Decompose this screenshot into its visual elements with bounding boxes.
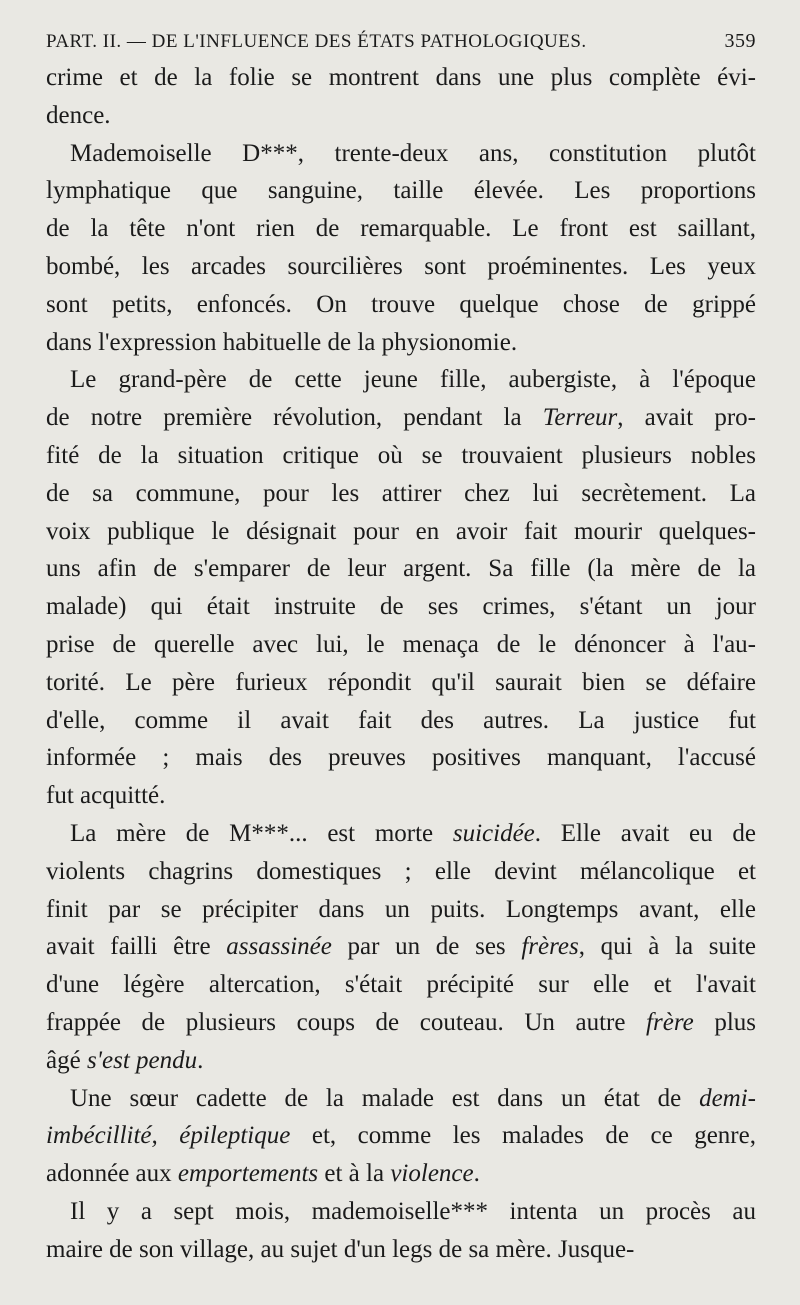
text-run: . [473,1160,480,1188]
text-line [46,853,756,891]
text-line [46,777,756,815]
paragraph [46,1080,756,1193]
text-run: de la tête n'ont rien de remarquable. Le front est saillant, [46,215,756,243]
text-run: informée ; mais des preuves positives manquant, l'accusé [46,744,756,772]
text-run: d'elle, comme il avait fait des autres. La justice fut [46,706,756,734]
italic-text: frère [646,1008,694,1036]
text-line [46,815,756,853]
text-line [46,286,756,324]
text-line [46,1155,756,1193]
text-line [46,59,756,97]
text-line [46,1193,756,1231]
italic-text: suicidée [452,819,535,847]
italic-text: imbécillité, épileptique [46,1122,291,1150]
text-run: voix publique le désignait pour en avoir fait mourir quelques- [46,517,756,545]
text-run: frappée de plusieurs coups de couteau. Un autre [46,1008,647,1036]
text-run: fité de la situation critique où se trouvaient plusieurs nobles [46,441,756,469]
text-run: malade) qui était instruite de ses crimes, s'étant un jour [46,593,756,621]
text-run: de notre première révolution, pendant la [46,404,543,432]
text-run: et, comme les malades de ce genre, [290,1122,756,1150]
italic-text: violence [390,1160,474,1188]
text-run: . Elle avait eu de [534,819,756,847]
text-run: lymphatique que sanguine, taille élevée. Les proportions [46,177,756,205]
body-text [46,59,756,1269]
text-run: âgé [46,1046,87,1074]
text-line [46,966,756,1004]
text-run: . [197,1046,204,1074]
text-run: d'une légère altercation, s'était précipité sur elle et l'avait [46,971,756,999]
text-run: , qui à la suite [578,933,756,961]
text-line [46,1080,756,1118]
text-line [46,1042,756,1080]
text-line [46,97,756,135]
text-line [46,172,756,210]
text-line [46,135,756,173]
text-line [46,1231,756,1269]
text-line [46,248,756,286]
paragraph [46,361,756,815]
text-run: de sa commune, pour les attirer chez lui secrètement. La [46,479,756,507]
text-line [46,1117,756,1155]
text-run: violents chagrins domestiques ; elle devint mélancolique et [46,857,756,885]
paragraph [46,59,756,135]
italic-text: emportements [177,1160,319,1188]
paragraph [46,815,756,1080]
italic-text: frères [521,933,579,961]
running-title: PART. II. — DE L'INFLUENCE DES ÉTATS PATHOLOGIQUES. [46,31,587,52]
text-line [46,928,756,966]
text-run: et à la [318,1160,391,1188]
text-line [46,702,756,740]
text-line [46,626,756,664]
italic-text: s'est pendu [86,1046,198,1074]
text-line [46,664,756,702]
text-run: maire de son village, au sujet d'un legs de sa mère. Jusque- [46,1235,635,1263]
text-line [46,437,756,475]
running-header [46,30,756,53]
text-line [46,588,756,626]
italic-text: assassinée [226,933,332,961]
italic-text: demi- [699,1084,756,1112]
text-run: prise de querelle avec lui, le menaça de le dénoncer à l'au- [46,630,756,658]
text-run: dence. [46,101,111,129]
text-run: Il y a sept mois, mademoiselle*** intenta un procès au [70,1197,756,1225]
text-line [46,475,756,513]
text-line [46,739,756,777]
text-run: dans l'expression habituelle de la physionomie. [46,328,518,356]
text-line [46,550,756,588]
text-run: bombé, les arcades sourcilières sont proéminentes. Les yeux [46,252,756,280]
text-run: avait failli être [46,933,227,961]
text-line [46,399,756,437]
text-run: finit par se précipiter dans un puits. Longtemps avant, elle [46,895,756,923]
text-line [46,361,756,399]
text-run: Le grand-père de cette jeune fille, aubergiste, à l'époque [70,366,756,394]
page-number: 359 [724,30,756,52]
text-run: Mademoiselle D***, trente-deux ans, constitution plutôt [70,139,756,167]
paragraph [46,135,756,362]
text-line [46,1004,756,1042]
text-run: , avait pro- [617,404,757,432]
paragraph [46,1193,756,1269]
text-run: torité. Le père furieux répondit qu'il saurait bien se défaire [46,668,756,696]
text-run: sont petits, enfoncés. On trouve quelque chose de grippé [46,290,756,318]
italic-text: Terreur [542,404,618,432]
text-line [46,513,756,551]
text-run: par un de ses [331,933,522,961]
text-run: crime et de la folie se montrent dans une plus complète évi- [46,64,756,91]
text-run: fut acquitté. [46,782,166,810]
text-run: plus [693,1008,756,1036]
text-line [46,210,756,248]
text-run: Une sœur cadette de la malade est dans un état de [70,1084,700,1112]
text-run: uns afin de s'emparer de leur argent. Sa fille (la mère de la [46,555,756,583]
text-line [46,891,756,929]
text-run: adonnée aux [46,1160,178,1188]
text-line [46,324,756,362]
text-run: La mère de M***... est morte [70,819,453,847]
